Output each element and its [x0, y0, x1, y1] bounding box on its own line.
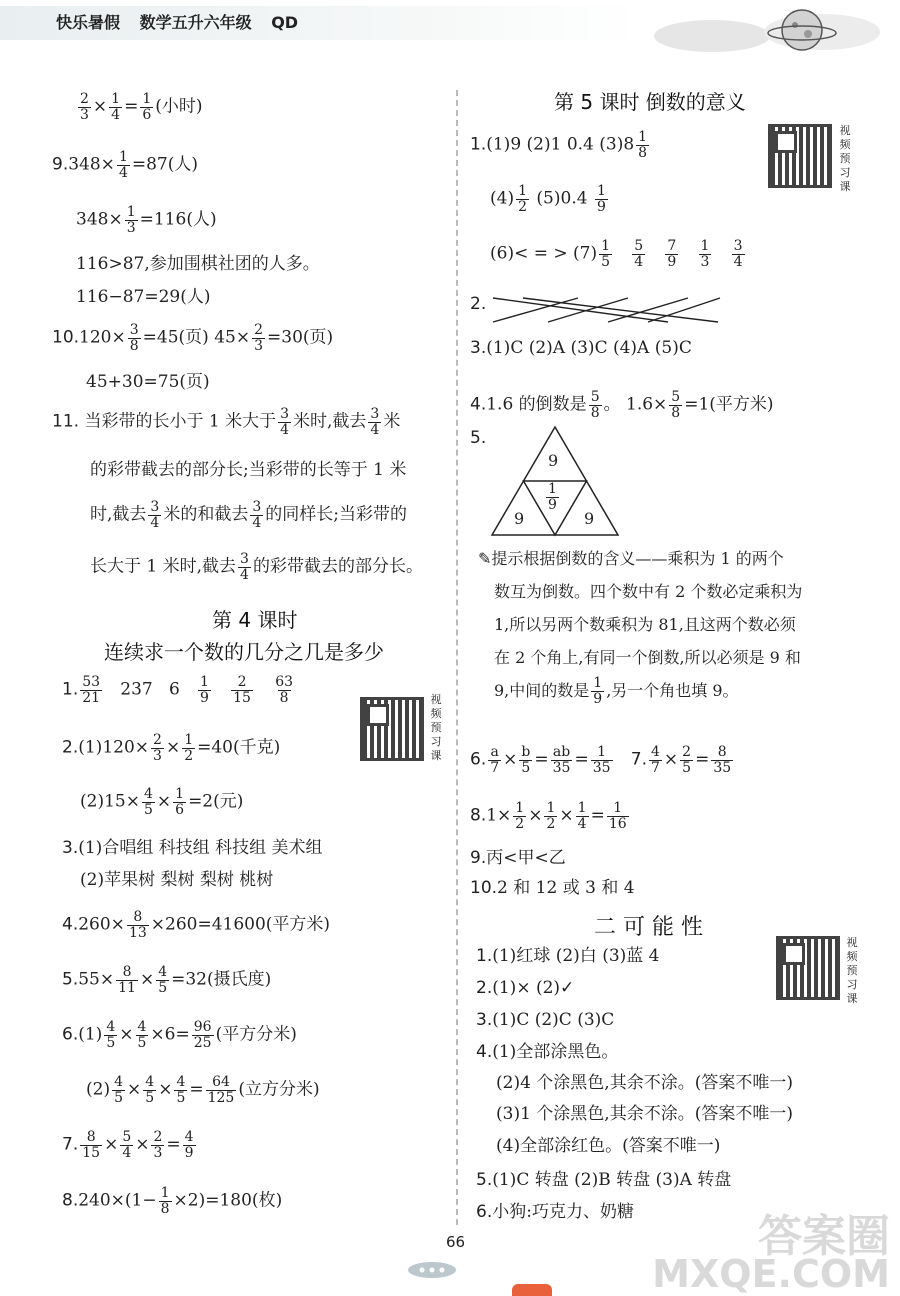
answer-10-line2: 45+30=75(页): [86, 372, 210, 392]
fraction: $\frac{1}{4}$: [111, 91, 121, 123]
unit2-answer-4c: (3)1 个涂黑色,其余不涂。(答案不唯一): [496, 1104, 793, 1124]
answer-11-line2: 的彩带截去的部分长;当彩带的长等于 1 米: [90, 460, 407, 480]
answer-11-line4: 长大于 1 米时,截去 $\frac{3}{4}$ 的彩带截去的部分长。: [90, 551, 423, 583]
triangle-top-value: 9: [548, 451, 559, 470]
matching-lines-diagram: [488, 292, 728, 328]
qr-code-lesson4[interactable]: [360, 697, 424, 761]
lesson4-answer-1: 1. $\frac{53}{21}$ 237 6 $\frac{1}{9}$ $\frac{2}{15}$ $\frac{63}{8}$: [62, 674, 294, 706]
lesson4-answer-8: 8.240×(1− $\frac{1}{8}$ ×2)=180(枚): [62, 1185, 283, 1217]
lesson4-answer-6b: (2) $\frac{4}{5}$ × $\frac{4}{5}$ × $\frac{4}{5}$ = $\frac{64}{125}$ (立方分米): [86, 1074, 320, 1106]
watermark-url: MXQE.COM: [652, 1252, 890, 1296]
line-q8-cont: $\frac{2}{3}$ × $\frac{1}{4}$ = $\frac{1}{6}$ (小时): [80, 91, 203, 123]
lesson4-answer-4: 4.260× $\frac{8}{13}$ ×260=41600(平方米): [62, 909, 331, 941]
triangle-puzzle: [490, 425, 620, 537]
page-header: [0, 0, 900, 62]
lesson5-answer-6-7: 6. $\frac{a}{7}$ × $\frac{b}{5}$ = $\frac{ab}{35}$ = $\frac{1}{35}$ 7. $\frac{4}{7}$ × $\frac{2}{5}$ = $\frac{8}{35}$: [470, 744, 732, 776]
unit2-answer-4d: (4)全部涂红色。(答案不唯一): [496, 1136, 721, 1156]
lesson5-answer-2-label: 2.: [470, 294, 487, 314]
planet-cloud-illustration: [652, 6, 882, 60]
page-number: 66: [446, 1233, 466, 1251]
unit-2-title: 二 可 能 性: [594, 915, 703, 940]
lesson4-answer-5: 5.55× $\frac{8}{11}$ × $\frac{4}{5}$ =32(摄氏度): [62, 964, 272, 996]
series-name: 快乐暑假: [56, 13, 121, 32]
page-tab-marker: [512, 1284, 552, 1296]
qr-code-unit2[interactable]: [776, 936, 840, 1000]
lesson5-answer-10: 10.2 和 12 或 3 和 4: [470, 878, 635, 898]
lesson5-answer-1c: (6)< = > (7) $\frac{1}{5}$ $\frac{5}{4}$ $\frac{7}{9}$ $\frac{1}{3}$ $\frac{3}{4}$: [490, 238, 743, 270]
unit2-answer-2: 2.(1)× (2)✓: [476, 978, 575, 998]
triangle-center-value: $\frac{1}{9}$: [548, 481, 557, 513]
fraction: $\frac{1}{6}$: [142, 91, 152, 123]
answer-9-line4: 116−87=29(人): [76, 287, 211, 307]
subject-name: 数学五升六年级: [139, 13, 252, 32]
column-divider: [456, 90, 458, 1225]
lesson4-answer-2a: 2.(1)120× $\frac{2}{3}$ × $\frac{1}{2}$ =40(千克): [62, 732, 281, 764]
lesson5-answer-1a: 1.(1)9 (2)1 0.4 (3)8 $\frac{1}{8}$: [470, 129, 648, 161]
answer-11-line3: 时,截去 $\frac{3}{4}$ 米的和截去 $\frac{3}{4}$ 的同样长;当彩带的: [90, 499, 407, 531]
lesson5-answer-5-label: 5.: [470, 428, 487, 448]
lesson-4-subtitle: 连续求一个数的几分之几是多少: [104, 640, 384, 664]
hint-paragraph: ✎提示根据倒数的含义——乘积为 1 的两个 数互为倒数。四个数中有 2 个数必定乘积为 1,所以另两个数乘积为 81,且这两个数必须 在 2 个角上,有同一个倒数,所以必须是 9 和 9,中间的数是 $\frac{1}{9}$ ,另一个角也填 9。: [478, 549, 803, 707]
unit2-answer-4a: 4.(1)全部涂黑色。: [476, 1042, 619, 1062]
qr-label-lesson4: 视 频 预 习 课: [430, 693, 442, 762]
qr-label-unit2: 视 频 预 习 课: [846, 936, 858, 1005]
lesson5-answer-1b: (4) $\frac{1}{2}$ (5)0.4 $\frac{1}{9}$: [490, 183, 606, 215]
answer-10-line1: 10.120× $\frac{3}{8}$ =45(页) 45× $\frac{2}{3}$ =30(页): [52, 322, 334, 354]
unit2-answer-1: 1.(1)红球 (2)白 (3)蓝 4: [476, 946, 660, 966]
fraction: $\frac{2}{3}$: [80, 91, 89, 123]
lesson5-answer-9: 9.丙<甲<乙: [470, 848, 566, 868]
submarine-icon: [404, 1250, 464, 1280]
unit2-answer-5: 5.(1)C 转盘 (2)B 转盘 (3)A 转盘: [476, 1170, 732, 1190]
answer-9-line1: 9.348× $\frac{1}{4}$ =87(人): [52, 149, 198, 181]
answer-9-line3: 116>87,参加围棋社团的人多。: [76, 254, 320, 274]
lesson5-answer-3: 3.(1)C (2)A (3)C (4)A (5)C: [470, 338, 692, 358]
header-title: [56, 10, 312, 33]
answer-11-line1: 11. 当彩带的长小于 1 米大于 $\frac{3}{4}$ 米时,截去 $\frac{3}{4}$ 米: [52, 406, 401, 438]
watermark-logo-text: 答案圈: [758, 1211, 890, 1262]
lesson5-answer-4: 4.1.6 的倒数是 $\frac{5}{8}$ 。 1.6× $\frac{5}{8}$ =1(平方米): [470, 389, 774, 421]
lesson4-answer-3a: 3.(1)合唱组 科技组 科技组 美术组: [62, 838, 323, 858]
lesson4-answer-6a: 6.(1) $\frac{4}{5}$ × $\frac{4}{5}$ ×6= $\frac{96}{25}$ (平方分米): [62, 1019, 297, 1051]
unit2-answer-4b: (2)4 个涂黑色,其余不涂。(答案不唯一): [496, 1073, 793, 1093]
qr-label-lesson5: 视 频 预 习 课: [839, 124, 851, 193]
triangle-left-value: 9: [514, 509, 525, 528]
answer-9-line2: 348× $\frac{1}{3}$ =116(人): [76, 204, 217, 236]
qr-code-lesson5[interactable]: [768, 124, 832, 188]
unit2-answer-3: 3.(1)C (2)C (3)C: [476, 1010, 615, 1030]
triangle-right-value: 9: [584, 509, 595, 528]
lesson4-answer-3b: (2)苹果树 梨树 梨树 桃树: [80, 870, 274, 890]
unit2-answer-6: 6.小狗:巧克力、奶糖: [476, 1202, 634, 1222]
hint-label: ✎提示: [478, 549, 524, 568]
lesson4-answer-2b: (2)15× $\frac{4}{5}$ × $\frac{1}{6}$ =2(元): [80, 786, 244, 818]
edition-name: QD: [271, 13, 299, 32]
lesson-4-title: 第 4 课时: [212, 608, 298, 632]
lesson-5-title: 第 5 课时 倒数的意义: [554, 90, 746, 114]
lesson5-answer-8: 8.1× $\frac{1}{2}$ × $\frac{1}{2}$ × $\frac{1}{4}$ = $\frac{1}{16}$: [470, 800, 627, 832]
lesson4-answer-7: 7. $\frac{8}{15}$ × $\frac{5}{4}$ × $\frac{2}{3}$ = $\frac{4}{9}$: [62, 1129, 194, 1161]
